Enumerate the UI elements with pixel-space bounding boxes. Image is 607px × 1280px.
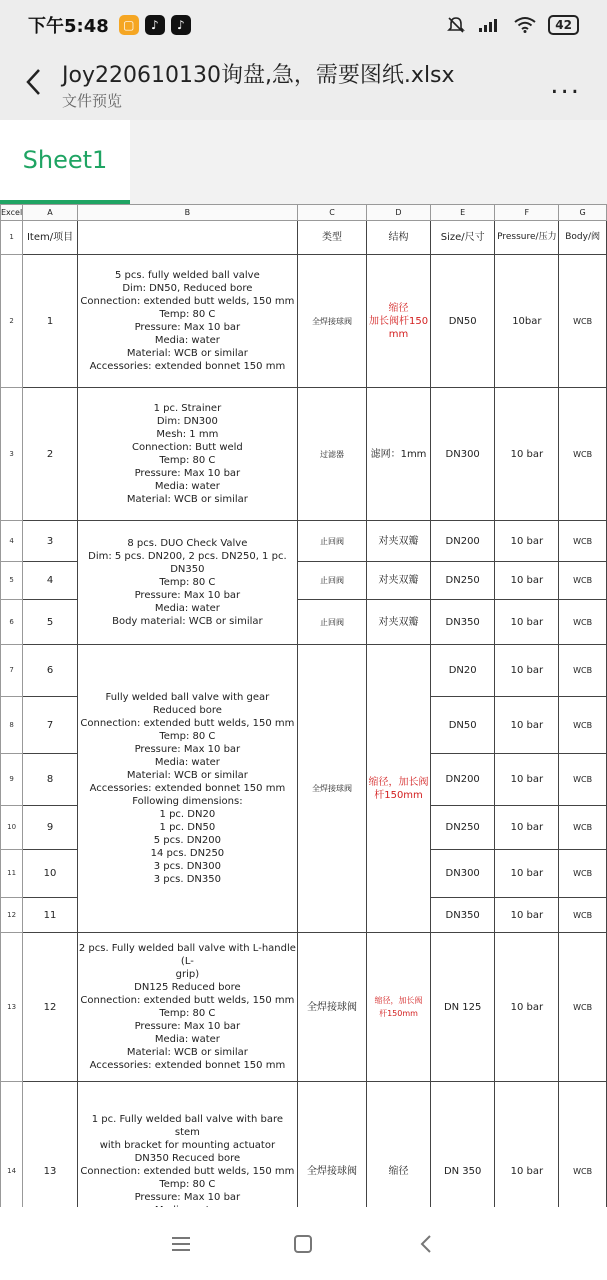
cell-size[interactable]: DN300 <box>430 388 495 521</box>
sheet-tab-bar <box>0 120 607 204</box>
cell-size[interactable]: DN200 <box>430 521 495 562</box>
header-cell-item[interactable]: Item/项目 <box>23 221 78 255</box>
header-cell-structure[interactable]: 结构 <box>367 221 431 255</box>
row-number: 10 <box>1 806 23 850</box>
cell-pressure[interactable]: 10 bar <box>495 521 559 562</box>
column-header[interactable]: E <box>430 205 495 221</box>
cell-item[interactable]: 10 <box>23 850 78 898</box>
cell-pressure[interactable]: 10 bar <box>495 562 559 600</box>
status-bar <box>0 0 607 50</box>
cell-type[interactable]: 过滤器 <box>297 388 366 521</box>
cell-item[interactable]: 2 <box>23 388 78 521</box>
cell-type[interactable]: 止回阀 <box>297 562 366 600</box>
row-number: 9 <box>1 754 23 806</box>
cell-item[interactable]: 13 <box>23 1082 78 1262</box>
cell-pressure[interactable]: 10 bar <box>495 754 559 806</box>
cell-size[interactable]: DN50 <box>430 255 495 388</box>
spreadsheet-table <box>0 204 607 1262</box>
notification-app-icon: ▢ <box>119 15 139 35</box>
cell-body[interactable]: WCB <box>559 850 607 898</box>
cell-body[interactable]: WCB <box>559 562 607 600</box>
cell-pressure[interactable]: 10 bar <box>495 898 559 933</box>
column-header[interactable]: F <box>495 205 559 221</box>
header-cell-body[interactable]: Body/阀 <box>559 221 607 255</box>
header-cell-desc[interactable] <box>77 221 297 255</box>
header-cell-pressure[interactable]: Pressure/压力 <box>495 221 559 255</box>
cell-structure[interactable]: 缩径，加长阀 杆150mm <box>367 645 431 933</box>
cell-pressure[interactable]: 10 bar <box>495 600 559 645</box>
status-app-icons <box>119 15 191 35</box>
row-number: 5 <box>1 562 23 600</box>
file-subtitle: 文件预览 <box>62 92 123 110</box>
more-options-button[interactable]: ... <box>550 70 581 100</box>
row-number: 1 <box>1 221 23 255</box>
cell-structure[interactable]: 缩径 <box>367 1082 431 1262</box>
cell-pressure[interactable]: 10 bar <box>495 697 559 754</box>
cell-item[interactable]: 9 <box>23 806 78 850</box>
cell-body[interactable]: WCB <box>559 1082 607 1262</box>
cell-body[interactable]: WCB <box>559 388 607 521</box>
cell-item[interactable]: 5 <box>23 600 78 645</box>
cell-item[interactable]: 4 <box>23 562 78 600</box>
cell-size[interactable]: DN350 <box>430 600 495 645</box>
cell-type[interactable]: 止回阀 <box>297 600 366 645</box>
cell-item[interactable]: 8 <box>23 754 78 806</box>
cell-type[interactable]: 全焊接球阀 <box>297 933 366 1082</box>
tiktok-icon: ♪ <box>171 15 191 35</box>
cell-description[interactable]: 8 pcs. DUO Check Valve Dim: 5 pcs. DN200, 2 pcs. DN250, 1 pc. DN350 Temp: 80 C Pressure: Max 10 bar Media: water Body material: WCB or similar <box>77 521 297 645</box>
signal-icon <box>478 17 502 33</box>
file-title: Joy220610130询盘,急，需要图纸.xlsx <box>62 63 455 88</box>
cell-pressure[interactable]: 10 bar <box>495 933 559 1082</box>
cell-body[interactable]: WCB <box>559 898 607 933</box>
cell-item[interactable]: 6 <box>23 645 78 697</box>
cell-structure[interactable]: 对夹双瓣 <box>367 562 431 600</box>
cell-body[interactable]: WCB <box>559 806 607 850</box>
cell-pressure[interactable]: 10bar <box>495 255 559 388</box>
cell-item[interactable]: 3 <box>23 521 78 562</box>
table-row <box>1 255 607 388</box>
cell-size[interactable]: DN 125 <box>430 933 495 1082</box>
column-header[interactable]: D <box>367 205 431 221</box>
home-nav-button[interactable] <box>283 1224 323 1264</box>
column-header[interactable]: G <box>559 205 607 221</box>
tab-sheet1[interactable]: Sheet1 <box>0 120 130 204</box>
row-number: 6 <box>1 600 23 645</box>
tiktok-icon: ♪ <box>145 15 165 35</box>
cell-body[interactable]: WCB <box>559 645 607 697</box>
cell-item[interactable]: 7 <box>23 697 78 754</box>
cell-type[interactable]: 全焊接球阀 <box>297 1082 366 1262</box>
table-row <box>1 521 607 562</box>
cell-type[interactable]: 止回阀 <box>297 521 366 562</box>
column-header[interactable]: C <box>297 205 366 221</box>
cell-structure[interactable]: 缩径，加长阀 杆150mm <box>367 933 431 1082</box>
spreadsheet-view[interactable] <box>0 204 607 1207</box>
row-number: 8 <box>1 697 23 754</box>
cell-body[interactable]: WCB <box>559 697 607 754</box>
back-arrow-icon <box>25 68 41 96</box>
cell-pressure[interactable]: 10 bar <box>495 1082 559 1262</box>
back-nav-button[interactable] <box>406 1224 446 1264</box>
cell-structure[interactable]: 滤网：1mm <box>367 388 431 521</box>
table-row <box>1 645 607 697</box>
row-number: 4 <box>1 521 23 562</box>
cell-size[interactable]: DN200 <box>430 754 495 806</box>
mute-icon <box>446 15 466 35</box>
column-header[interactable]: A <box>23 205 78 221</box>
cell-body[interactable]: WCB <box>559 600 607 645</box>
cell-structure[interactable]: 对夹双瓣 <box>367 521 431 562</box>
cell-structure[interactable]: 缩径 加长阀杆150 mm <box>367 255 431 388</box>
row-number: 12 <box>1 898 23 933</box>
cell-description[interactable]: 1 pc. Fully welded ball valve with bare stem with bracket for mounting actuator DN350 Recuced bore Connection: extended butt welds, 150 mm Temp: 80 C Pressure: Max 10 bar <box>77 1082 297 1262</box>
cell-body[interactable]: WCB <box>559 754 607 806</box>
cell-pressure[interactable]: 10 bar <box>495 850 559 898</box>
cell-type[interactable]: 全焊接球阀 <box>297 255 366 388</box>
cell-description[interactable]: 1 pc. Strainer Dim: DN300 Mesh: 1 mm Connection: Butt weld Temp: 80 C Pressure: Max 10 bar Media: water Material: WCB or similar <box>77 388 297 521</box>
row-number: 13 <box>1 933 23 1082</box>
menu-nav-button[interactable] <box>161 1224 201 1264</box>
cell-description[interactable]: 2 pcs. Fully welded ball valve with L-handle (L- grip) DN125 Reduced bore Connection: extended butt welds, 150 mm Temp: 80 C Pressure: Max 10 bar Media: water Material: WCB or similar Accessories: extended bonnet 150 mm <box>77 933 297 1082</box>
cell-size[interactable]: DN 350 <box>430 1082 495 1262</box>
cell-item[interactable]: 12 <box>23 933 78 1082</box>
table-row <box>1 388 607 521</box>
battery-indicator: 42 <box>548 15 579 35</box>
cell-item[interactable]: 1 <box>23 255 78 388</box>
cell-description[interactable]: 5 pcs. fully welded ball valve Dim: DN50, Reduced bore Connection: extended butt welds, 150 mm Temp: 80 C Pressure: Max 10 bar Media: water Material: WCB or similar Accessories: extended bonnet 150 mm <box>77 255 297 388</box>
file-preview-header <box>0 50 607 120</box>
cell-size[interactable]: DN250 <box>430 806 495 850</box>
cell-pressure[interactable]: 10 bar <box>495 806 559 850</box>
cell-size[interactable]: DN250 <box>430 562 495 600</box>
header-cell-size[interactable]: Size/尺寸 <box>430 221 495 255</box>
status-time: 下午5:48 <box>28 16 109 37</box>
table-row <box>1 221 607 255</box>
cell-body[interactable]: WCB <box>559 255 607 388</box>
column-header-row <box>1 205 607 221</box>
cell-size[interactable]: DN350 <box>430 898 495 933</box>
menu-icon <box>171 1236 191 1252</box>
cell-type[interactable]: 全焊接球阀 <box>297 645 366 933</box>
row-number: 11 <box>1 850 23 898</box>
row-number: 3 <box>1 388 23 521</box>
cell-size[interactable]: DN20 <box>430 645 495 697</box>
row-number: 14 <box>1 1082 23 1262</box>
sheet-corner: Excel <box>1 205 23 221</box>
cell-pressure[interactable]: 10 bar <box>495 388 559 521</box>
home-square-icon <box>293 1234 313 1254</box>
cell-description[interactable]: Fully welded ball valve with gear Reduced bore Connection: extended butt welds, 150 mm Temp: 80 C Pressure: Max 10 bar Media: water Material: WCB or similar Accessories: extended bonnet 150 mm Following dimensions: 1 pc. DN20 1 pc. DN50 5 pcs. DN200 14 pcs. DN250 3 pcs. DN300 3 pcs. DN350 <box>77 645 297 933</box>
cell-body[interactable]: WCB <box>559 521 607 562</box>
cell-pressure[interactable]: 10 bar <box>495 645 559 697</box>
back-button[interactable] <box>18 64 48 100</box>
header-cell-type[interactable]: 类型 <box>297 221 366 255</box>
column-header[interactable]: B <box>77 205 297 221</box>
back-chevron-icon <box>420 1234 432 1254</box>
cell-size[interactable]: DN300 <box>430 850 495 898</box>
row-number: 7 <box>1 645 23 697</box>
cell-item[interactable]: 11 <box>23 898 78 933</box>
cell-structure[interactable]: 对夹双瓣 <box>367 600 431 645</box>
system-nav-bar <box>0 1207 607 1280</box>
table-row <box>1 933 607 1082</box>
cell-size[interactable]: DN50 <box>430 697 495 754</box>
cell-body[interactable]: WCB <box>559 933 607 1082</box>
wifi-icon <box>514 17 536 33</box>
row-number: 2 <box>1 255 23 388</box>
